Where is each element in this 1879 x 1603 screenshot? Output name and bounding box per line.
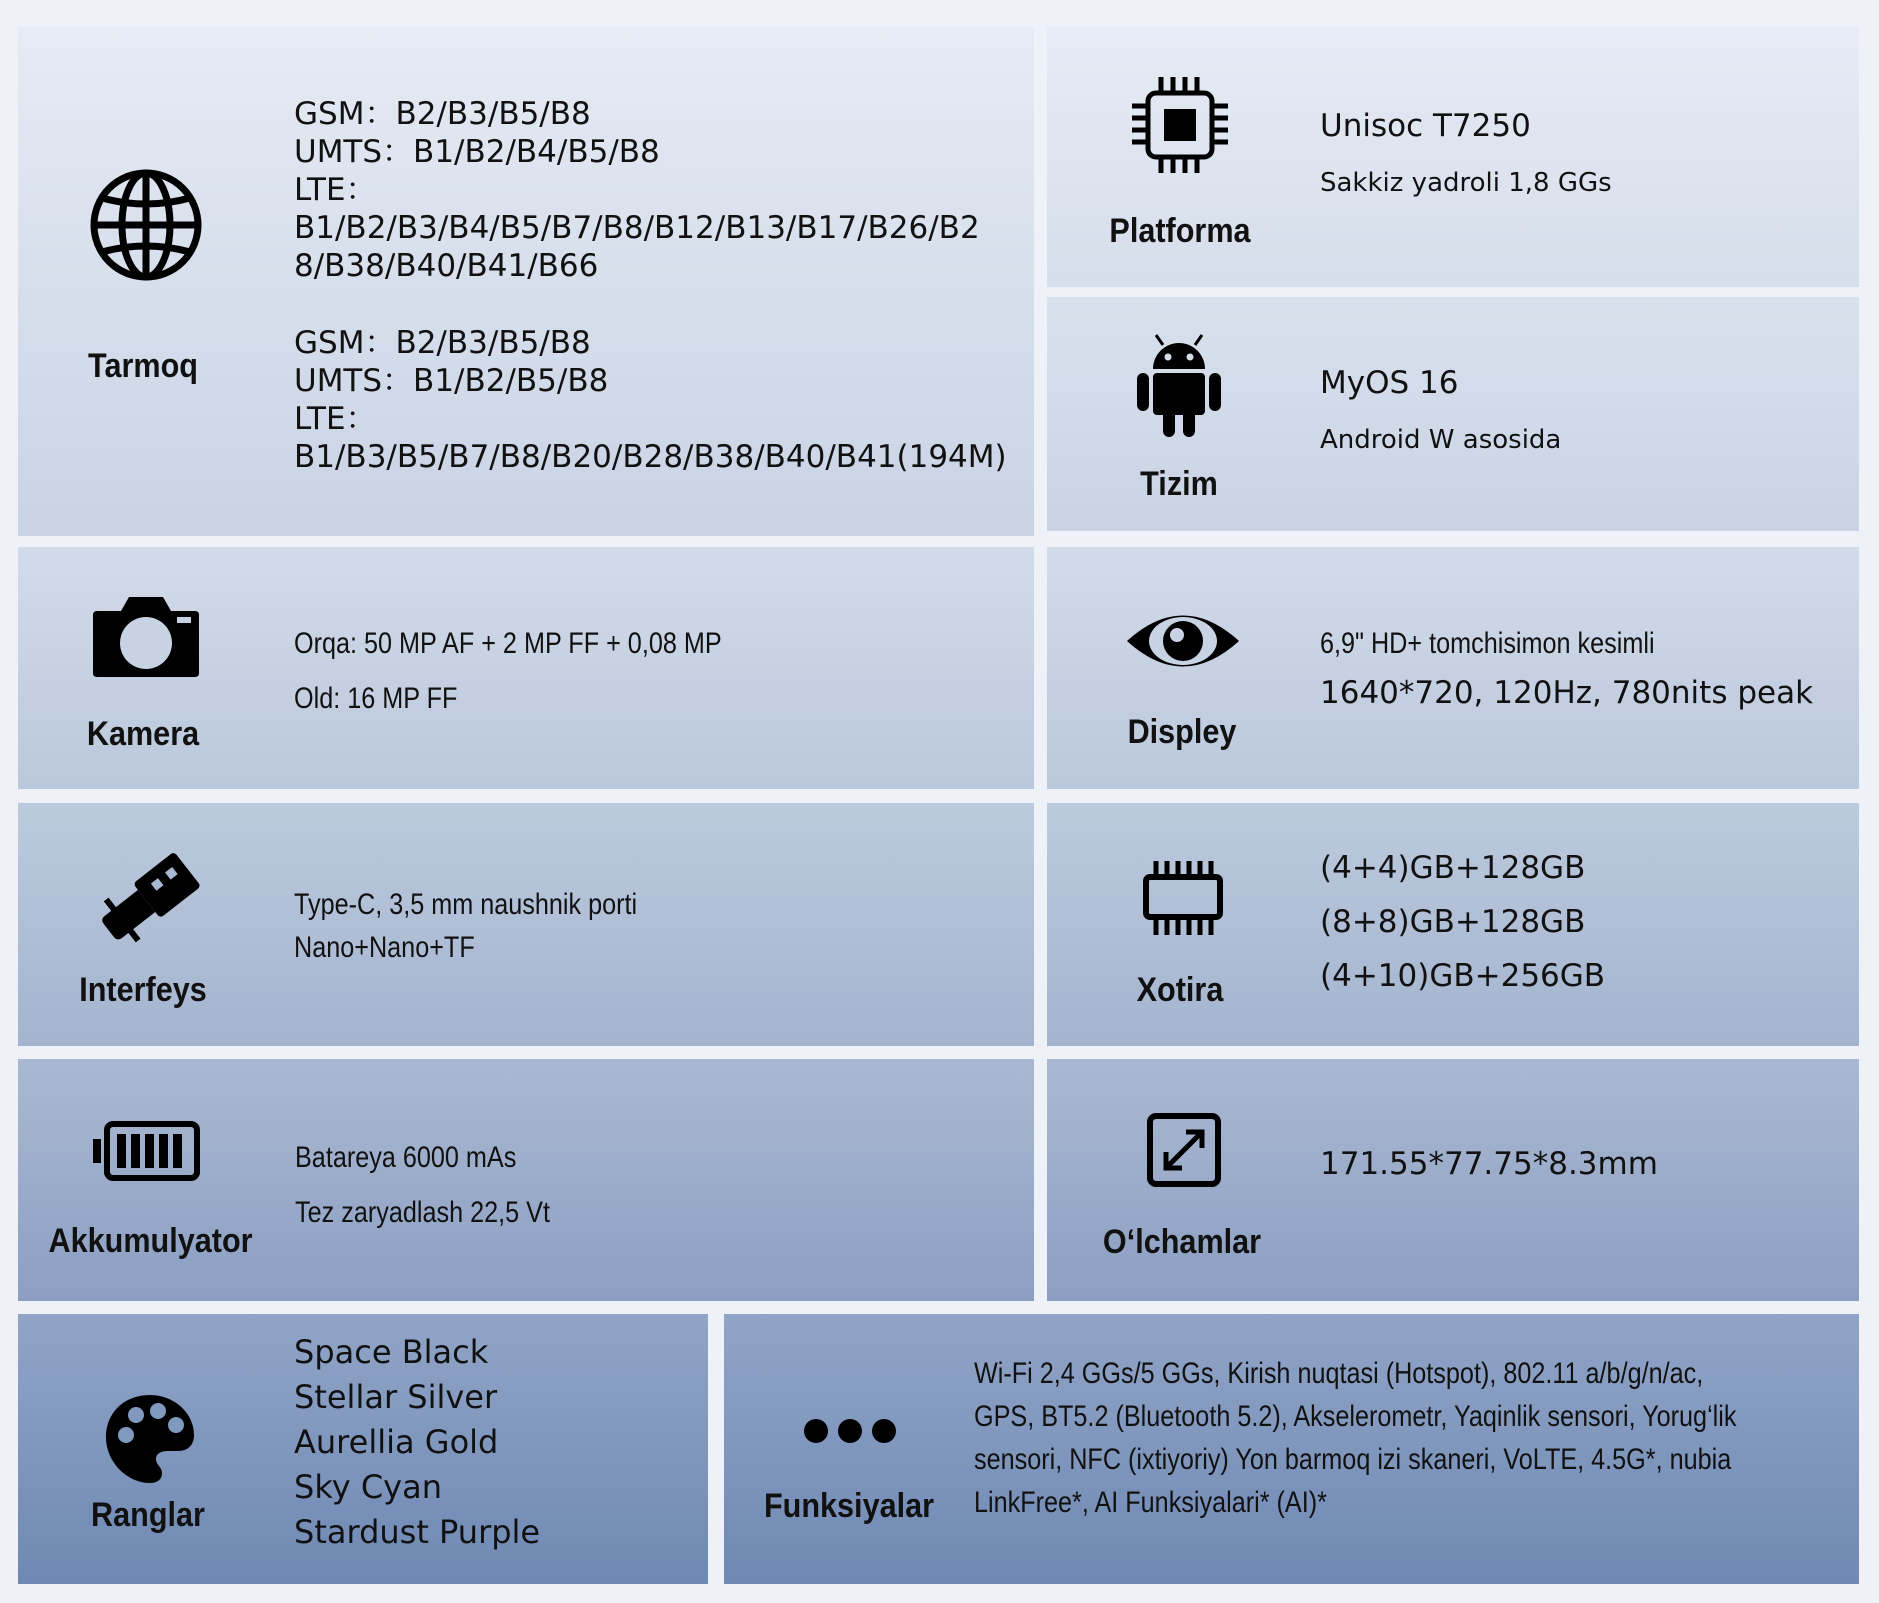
ranglar-label: Ranglar	[91, 1496, 205, 1534]
funksiyalar-line: LinkFree*, AI Funksiyalari* (AI)*	[974, 1486, 1327, 1519]
resize-icon	[1145, 1111, 1223, 1189]
tarmoq-bands-primary	[294, 96, 980, 284]
tarmoq-card	[18, 27, 1034, 536]
tarmoq-label: Tarmoq	[88, 347, 198, 385]
tizim-os: MyOS 16	[1320, 365, 1459, 401]
battery-icon	[92, 1119, 202, 1183]
interfeys-label: Interfeys	[79, 971, 207, 1009]
eye-icon	[1125, 607, 1241, 675]
tarmoq-bands-line: 8/B38/B40/B41/B66	[294, 248, 599, 284]
more-dots-icon	[800, 1414, 900, 1448]
ranglar-card	[18, 1314, 708, 1584]
usb-icon	[98, 853, 208, 949]
interfeys-sim: Nano+Nano+TF	[294, 931, 475, 964]
displey-label: Displey	[1127, 713, 1237, 751]
xotira-card	[1047, 803, 1859, 1046]
ranglar-color: Space Black	[294, 1333, 489, 1371]
platforma-label: Platforma	[1109, 212, 1251, 250]
globe-icon	[88, 167, 204, 283]
kamera-rear: Orqa: 50 MP AF + 2 MP FF + 0,08 MP	[294, 627, 722, 660]
tarmoq-bands-line: LTE：	[294, 401, 377, 437]
tarmoq-bands-line: LTE：	[294, 172, 377, 208]
funksiyalar-line: sensori, NFC (ixtiyoriy) Yon barmoq izi skaneri, VoLTE, 4.5G*, nubia	[974, 1443, 1732, 1476]
palette-icon	[100, 1389, 200, 1489]
camera-icon	[90, 591, 202, 681]
kamera-label: Kamera	[86, 715, 200, 753]
platforma-card	[1047, 27, 1859, 287]
tarmoq-bands-line: UMTS：B1/B2/B5/B8	[294, 363, 609, 399]
displey-resolution: 1640*720, 120Hz, 780nits peak	[1320, 675, 1814, 711]
olchamlar-card	[1047, 1059, 1859, 1301]
xotira-option: (4+10)GB+256GB	[1320, 958, 1606, 994]
olchamlar-dimensions: 171.55*77.75*8.3mm	[1320, 1146, 1658, 1182]
tarmoq-bands-line: GSM：B2/B3/B5/B8	[294, 325, 591, 361]
android-icon	[1133, 327, 1225, 439]
ranglar-list	[294, 1333, 541, 1551]
tarmoq-bands-line: B1/B3/B5/B7/B8/B20/B28/B38/B40/B41(194M)	[294, 439, 1007, 475]
ranglar-color: Sky Cyan	[294, 1468, 442, 1506]
displey-size: 6,9" HD+ tomchisimon kesimli	[1320, 627, 1655, 660]
chip-icon	[1127, 72, 1233, 178]
tarmoq-bands-line: UMTS：B1/B2/B4/B5/B8	[294, 134, 660, 170]
interfeys-ports: Type-C, 3,5 mm naushnik porti	[294, 888, 638, 921]
platforma-chipset: Unisoc T7250	[1320, 108, 1531, 144]
funksiyalar-line: Wi-Fi 2,4 GGs/5 GGs, Kirish nuqtasi (Hotspot), 802.11 a/b/g/n/ac,	[974, 1357, 1704, 1390]
platforma-cpu: Sakkiz yadroli 1,8 GGs	[1320, 168, 1612, 198]
interfeys-card	[18, 803, 1034, 1046]
kamera-front: Old: 16 MP FF	[294, 682, 458, 715]
kamera-card	[18, 547, 1034, 789]
funksiyalar-line: GPS, BT5.2 (Bluetooth 5.2), Akselerometr, Yaqinlik sensori, Yorug‘lik	[974, 1400, 1737, 1433]
xotira-option: (4+4)GB+128GB	[1320, 850, 1586, 886]
ranglar-color: Aurellia Gold	[294, 1423, 499, 1461]
tarmoq-bands-line: GSM：B2/B3/B5/B8	[294, 96, 591, 132]
tizim-base: Android W asosida	[1320, 425, 1562, 455]
tizim-card	[1047, 297, 1859, 531]
ranglar-color: Stellar Silver	[294, 1378, 498, 1416]
akkumulyator-charging: Tez zaryadlash 22,5 Vt	[295, 1196, 550, 1229]
displey-card	[1047, 547, 1859, 789]
funksiyalar-label: Funksiyalar	[763, 1487, 935, 1525]
xotira-label: Xotira	[1136, 971, 1224, 1009]
ranglar-color: Stardust Purple	[294, 1513, 541, 1551]
akkumulyator-label: Akkumulyator	[48, 1222, 253, 1260]
olchamlar-label: O‘lchamlar	[1102, 1223, 1262, 1261]
tarmoq-bands-line: B1/B2/B3/B4/B5/B7/B8/B12/B13/B17/B26/B2	[294, 210, 980, 246]
tizim-label: Tizim	[1140, 465, 1218, 503]
xotira-option: (8+8)GB+128GB	[1320, 904, 1586, 940]
akkumulyator-card	[18, 1059, 1034, 1301]
tarmoq-bands-secondary	[294, 325, 1007, 475]
funksiyalar-card	[724, 1314, 1859, 1584]
akkumulyator-capacity: Batareya 6000 mAs	[295, 1141, 517, 1174]
memory-icon	[1139, 858, 1227, 938]
